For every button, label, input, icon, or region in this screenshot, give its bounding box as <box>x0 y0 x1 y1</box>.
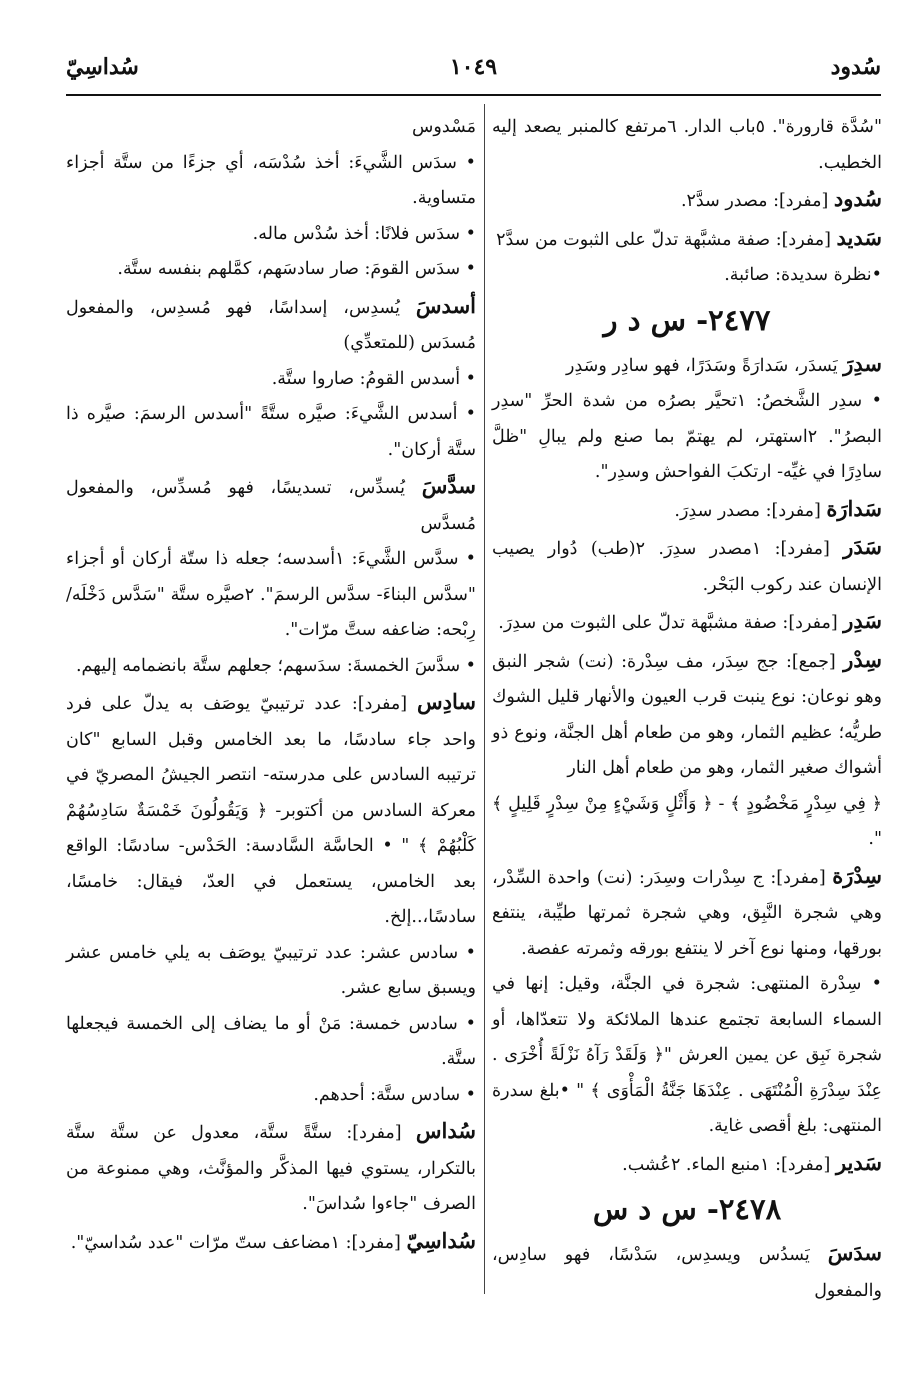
entry-definition: يَسدُس ويسدِس، سَدْسًا، فهو سادِس، والمفعول <box>492 1245 882 1301</box>
entry-text: • سدَس فلانًا: أخذ سُدْس ماله. <box>252 223 476 244</box>
entry-text: • سدِر الشَّخصُ: ١تحيَّر بصرُه من شدة الحرِّ "سدِر البصرُ". ٢استهتر، لم يهتمّ بما صنع ولم يبالِ "ظلَّ سادِرًا في غيِّه- ارتكبَ الفواحش وسدِر". <box>492 391 883 482</box>
headword: سُداس <box>415 1118 476 1143</box>
page-header <box>66 50 881 90</box>
dictionary-entry <box>66 288 476 362</box>
headword: سَدِر <box>843 608 882 633</box>
headword: سَدارَة <box>826 495 882 521</box>
entry-definition: [مفرد]: عدد ترتيبيّ يوصَف به يدلّ على فرد واحد جاء سادسًا، ما بعد الخامس وقبل السابع "كان ترتيبه السادس على مدرسته- انتصر الجيشُ المصريّ في معركة السادس من أكتوبر- ﴿ وَيَقُولُونَ خَمْسَةٌ سَادِسُهُمْ كَلْبُهُمْ ﴾ " • الحاسَّة السَّادسة: الحَدْس- سادسًا: الواقع بعد الخامس، يستعمل في العدّ، فيقال: خامسًا، سادسًا،..إلخ. <box>66 694 476 927</box>
dictionary-entry <box>492 1235 882 1309</box>
entry-text: "سُدَّة قارورة". ٥باب الدار. ٦مرتفع كالمنبر يصعد إليه الخطيب. <box>492 117 882 173</box>
headword: سَدَر <box>843 534 882 559</box>
entry-definition: [مفرد]: ١منبع الماء. ٢عُشب. <box>622 1154 836 1175</box>
entry-text: • أسدس الشَّيءَ: صيَّره ستَّةً "أسدس الرسمَ: صيَّره ذا ستَّة أركان". <box>66 404 476 460</box>
dictionary-entry <box>492 529 882 603</box>
dictionary-entry <box>66 1223 476 1262</box>
entry-text: ﴿ فِي سِدْرٍ مَخْضُودٍ ﴾ - ﴿ وَأَثْلٍ وَشَيْءٍ مِنْ سِدْرٍ قَلِيلٍ ﴾ ". <box>492 793 882 849</box>
left-column <box>66 110 476 1261</box>
column-divider <box>484 104 485 1294</box>
entry-text: • سادس خمسة: مَنْ أو ما يضاف إلى الخمسة فيجعلها ستَّة. <box>66 1013 476 1069</box>
entry-definition: [مفرد]: مصدر سدِرَ. <box>674 500 827 521</box>
dictionary-entry <box>492 220 882 259</box>
root-heading: ٢٤٧٧- س د ر <box>603 302 771 337</box>
entry-text: • أسدس القومُ: صاروا ستَّة. <box>271 368 476 389</box>
entry-text: • سادس ستَّة: أحدهم. <box>313 1084 476 1105</box>
dictionary-entry <box>492 181 882 220</box>
headword: سَديد <box>836 224 882 250</box>
entry-definition: يَسدَر، سَدارَةً وسَدَرًا، فهو سادِر وسَدِر <box>566 355 844 376</box>
dictionary-entry <box>492 858 882 968</box>
dictionary-entry <box>492 346 882 385</box>
entry-definition: يُسدِّس، تسديسًا، فهو مُسدِّس، والمفعول مُسدَّس <box>66 478 476 534</box>
entry-text: •نظرة سديدة: صائبة. <box>724 265 882 285</box>
headword: سُداسِيّ <box>406 1227 476 1253</box>
headword: سَدير <box>835 1149 882 1175</box>
headword: سِدْرَة <box>832 862 882 888</box>
entry-definition: [مفرد]: ج سِدْرات وسِدَر: (نت) واحدة السِّدْر، وهي شجرة النَّبِق، وهي شجرة ثمرتها طيِّبة، ينتفع بورقها، ومنها نوع آخر لا ينتفع بورقه وثمرته عفصة. <box>492 867 882 959</box>
dictionary-entry <box>492 603 882 642</box>
headword: أسدسَ <box>415 292 476 318</box>
headword: سدَّسَ <box>421 473 476 498</box>
page-number: ١٠٤٩ <box>449 54 498 80</box>
header-last-word: سُداسِيّ <box>66 54 139 80</box>
dictionary-entry <box>66 468 476 542</box>
entry-definition: [مفرد]: ستَّةً ستَّة، معدول عن ستَّة ستَّة بالتكرار، يستوي فيها المذكَّر والمؤنَّث، وهي ممنوعة من الصرف "جاءوا سُداسَ". <box>66 1123 476 1214</box>
headword: سادِس <box>417 689 476 714</box>
entry-definition: [مفرد]: ١مصدر سدِرَ. ٢(طب) دُوار يصيب الإنسان عند ركوب البَحْر. <box>492 539 882 595</box>
entry-definition: [مفرد]: مصدر سدَّ٢. <box>680 191 834 211</box>
root-heading: ٢٤٧٨- س د س <box>592 1192 782 1226</box>
headword: سدِرَ <box>843 350 882 376</box>
entry-definition: [مفرد]: صفة مشبَّهة تدلّ على الثبوت من سدِرَ. <box>498 613 844 633</box>
headword: سِدْر <box>843 646 882 672</box>
headword: سدَسَ <box>827 1240 882 1265</box>
header-rule <box>66 94 881 96</box>
dictionary-entry <box>66 1113 476 1223</box>
dictionary-entry <box>66 684 476 936</box>
header-first-word: سُدود <box>830 54 881 80</box>
entry-definition: [جمع]: جج سِدَر، مف سِدْرة: (نت) شجر النبق وهو نوعان: نوع ينبت قرب العيون والأنهار قليل الشوك طريُّه؛ عظيم الثمار، وهو من طعام أهل الجنَّة، ونوع ذو أشواك صغير الثمار، وهو من طعام أهل النار <box>492 651 882 778</box>
entry-definition: [مفرد]: ١مضاعف ستّ مرّات "عدد سُداسيّ". <box>70 1232 407 1253</box>
entry-definition: [مفرد]: صفة مشبَّهة تدلّ على الثبوت من سدَّ٢ <box>496 229 837 250</box>
dictionary-entry <box>492 642 882 787</box>
entry-text: • سدَّسَ الخمسةَ: سدَسهم؛ جعلهم ستَّة بانضمامه إليهم. <box>75 655 476 676</box>
entry-text: مَسْدوس <box>412 117 476 137</box>
entry-definition: يُسدِس، إسداسًا، فهو مُسدِس، والمفعول مُسدَس (للمتعدِّي) <box>66 297 476 353</box>
entry-text: • سِدْرة المنتهى: شجرة في الجنَّة، وقيل: إنها في السماء السابعة تجتمع عندها الملائكة ولا تتعدّاها، أو شجرة نَبِق عن يمين العرش "﴿ وَلَقَدْ رَآهُ نَزْلَةً أُخْرَى . عِنْدَ سِدْرَةِ الْمُنْتَهَى . عِنْدَهَا جَنَّةُ الْمَأْوَى ﴾ " •بلغ سدرة المنتهى: بلغ أقصى غاية. <box>492 974 882 1136</box>
entry-text: • سدَّس الشَّيءَ: ١أسدسه؛ جعله ذا ستّة أركان أو أجزاء "سدَّس البناءَ- سدَّس الرسمَ". ٢صيَّره ستَّة "سَدَّس دَخْلَه/ رِبْحه: ضاعفه ستَّ مرّات". <box>66 549 476 640</box>
headword: سُدود <box>833 186 882 211</box>
right-column <box>492 110 882 1309</box>
entry-text: • سدَس القومَ: صار سادسَهم، كمَّلهم بنفسه ستَّة. <box>117 259 476 279</box>
entry-text: • سادس عشر: عدد ترتيبيّ يوصَف به يلي خامس عشر ويسبق سابع عشر. <box>66 942 476 998</box>
entry-text: • سدَس الشَّيءَ: أخذ سُدْسَه، أي جزءًا من ستَّة أجزاء متساوية. <box>66 152 476 208</box>
dictionary-entry <box>492 1145 882 1184</box>
dictionary-entry <box>492 491 882 530</box>
